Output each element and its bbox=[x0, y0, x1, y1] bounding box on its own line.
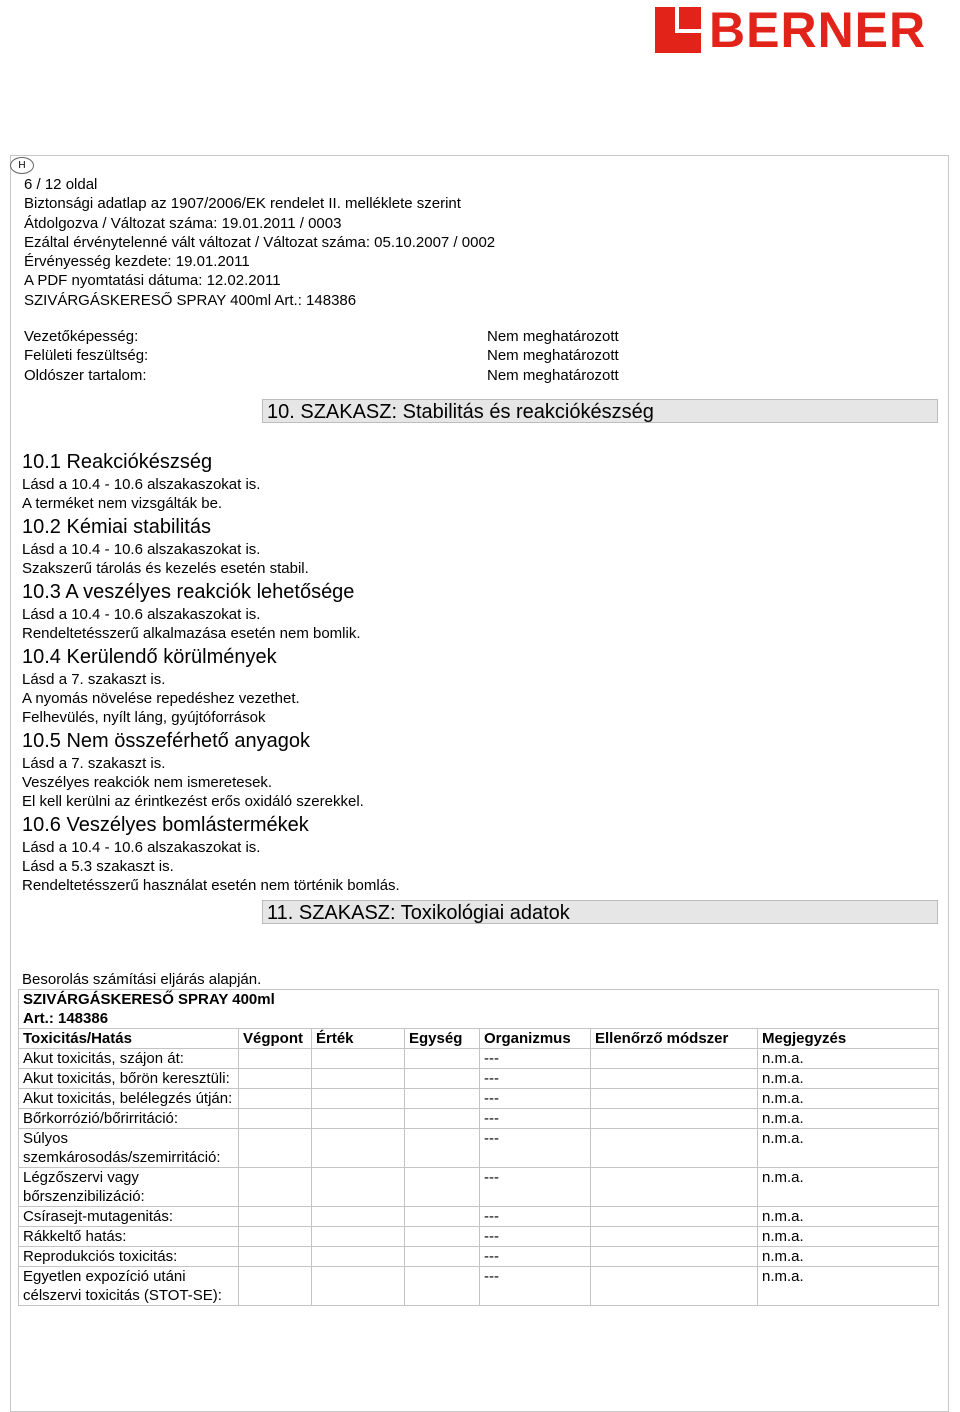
note-cell: n.m.a. bbox=[758, 1089, 939, 1109]
product-name: SZIVÁRGÁSKERESŐ SPRAY 400ml bbox=[23, 991, 275, 1008]
note-cell: n.m.a. bbox=[758, 1069, 939, 1089]
subsection-line: Rendeltetésszerű használat esetén nem történik bomlás. bbox=[22, 877, 400, 894]
effect-cell: Súlyos szemkárosodás/szemirritáció: bbox=[19, 1129, 239, 1168]
table-row bbox=[19, 1089, 939, 1109]
property-row bbox=[24, 327, 724, 346]
organism-cell: --- bbox=[480, 1049, 591, 1069]
subsection-10-2 bbox=[22, 515, 922, 578]
product-row bbox=[19, 990, 939, 1029]
column-header: Érték bbox=[312, 1029, 405, 1049]
property-label: Felületi feszültség: bbox=[24, 347, 149, 365]
note-cell: n.m.a. bbox=[758, 1227, 939, 1247]
column-header: Organizmus bbox=[480, 1029, 591, 1049]
subsection-line: A nyomás növelése repedéshez vezethet. bbox=[22, 690, 300, 707]
effect-cell: Bőrkorrózió/bőrirritáció: bbox=[19, 1109, 239, 1129]
subsection-title: 10.2 Kémiai stabilitás bbox=[22, 516, 211, 538]
organism-cell: --- bbox=[480, 1247, 591, 1267]
table-row bbox=[19, 1227, 939, 1247]
property-list bbox=[24, 327, 724, 385]
organism-cell: --- bbox=[480, 1227, 591, 1247]
subsection-line: Lásd a 7. szakaszt is. bbox=[22, 755, 166, 772]
note-cell: n.m.a. bbox=[758, 1247, 939, 1267]
table-row bbox=[19, 1168, 939, 1207]
column-header: Toxicitás/Hatás bbox=[19, 1029, 239, 1049]
effect-cell: Reprodukciós toxicitás: bbox=[19, 1247, 239, 1267]
subsection-title: 10.3 A veszélyes reakciók lehetősége bbox=[22, 581, 355, 603]
property-value: Nem meghatározott bbox=[487, 328, 619, 345]
subsection-title: 10.1 Reakciókészség bbox=[22, 451, 213, 473]
organism-cell: --- bbox=[480, 1089, 591, 1109]
note-cell: n.m.a. bbox=[758, 1109, 939, 1129]
subsection-line: A terméket nem vizsgálták be. bbox=[22, 495, 223, 512]
section-10-body bbox=[22, 448, 922, 895]
note-cell: n.m.a. bbox=[758, 1168, 939, 1207]
column-header: Végpont bbox=[239, 1029, 312, 1049]
subsection-10-1 bbox=[22, 450, 922, 513]
organism-cell: --- bbox=[480, 1207, 591, 1227]
property-value: Nem meghatározott bbox=[487, 347, 619, 365]
property-label: Vezetőképesség: bbox=[24, 328, 139, 345]
section-10-title: 10. SZAKASZ: Stabilitás és reakciókészség bbox=[262, 399, 938, 423]
subsection-line: Veszélyes reakciók nem ismeretesek. bbox=[22, 774, 273, 791]
effect-cell: Egyetlen expozíció utáni célszervi toxicitás (STOT-SE): bbox=[19, 1267, 239, 1306]
organism-cell: --- bbox=[480, 1129, 591, 1168]
brand-name: BERNER bbox=[709, 2, 927, 58]
column-header: Ellenőrző módszer bbox=[591, 1029, 758, 1049]
note-cell: n.m.a. bbox=[758, 1049, 939, 1069]
subsection-10-3 bbox=[22, 580, 922, 643]
property-label: Oldószer tartalom: bbox=[24, 366, 147, 384]
effect-cell: Akut toxicitás, szájon át: bbox=[19, 1049, 239, 1069]
toxicity-table bbox=[18, 989, 939, 1306]
print-date-line: A PDF nyomtatási dátuma: 12.02.2011 bbox=[24, 272, 281, 290]
berner-logo bbox=[655, 4, 926, 56]
subsection-10-6 bbox=[22, 813, 922, 895]
column-header: Egység bbox=[405, 1029, 480, 1049]
subsection-line: Lásd a 10.4 - 10.6 alszakaszokat is. bbox=[22, 839, 261, 856]
product-article: Art.: 148386 bbox=[23, 1010, 109, 1027]
subsection-title: 10.6 Veszélyes bomlástermékek bbox=[22, 814, 309, 836]
note-cell: n.m.a. bbox=[758, 1207, 939, 1227]
note-cell: n.m.a. bbox=[758, 1267, 939, 1306]
table-row bbox=[19, 1069, 939, 1089]
regulation-line: Biztonsági adatlap az 1907/2006/EK rendelet II. melléklete szerint bbox=[24, 195, 461, 213]
table-row bbox=[19, 1109, 939, 1129]
effect-cell: Rákkeltő hatás: bbox=[19, 1227, 239, 1247]
note-cell: n.m.a. bbox=[758, 1129, 939, 1168]
property-value: Nem meghatározott bbox=[487, 366, 619, 384]
effect-cell: Csírasejt-mutagenitás: bbox=[19, 1207, 239, 1227]
table-row bbox=[19, 1049, 939, 1069]
superseded-line: Ezáltal érvénytelenné vált változat / Változat száma: 05.10.2007 / 0002 bbox=[24, 233, 496, 251]
subsection-line: Lásd a 7. szakaszt is. bbox=[22, 671, 166, 688]
column-header: Megjegyzés bbox=[758, 1029, 939, 1049]
property-row bbox=[24, 346, 724, 365]
subsection-line: Lásd a 10.4 - 10.6 alszakaszokat is. bbox=[22, 541, 261, 558]
table-header-row bbox=[19, 1029, 939, 1049]
section-11-title: 11. SZAKASZ: Toxikológiai adatok bbox=[262, 900, 938, 924]
subsection-line: Szakszerű tárolás és kezelés esetén stabil. bbox=[22, 560, 309, 577]
table-row bbox=[19, 1129, 939, 1168]
organism-cell: --- bbox=[480, 1069, 591, 1089]
revision-line: Átdolgozva / Változat száma: 19.01.2011 / 0003 bbox=[24, 214, 342, 232]
subsection-title: 10.4 Kerülendő körülmények bbox=[22, 646, 277, 668]
classification-note: Besorolás számítási eljárás alapján. bbox=[22, 971, 262, 988]
subsection-line: Felhevülés, nyílt láng, gyújtóforrások bbox=[22, 709, 266, 726]
document-header bbox=[24, 175, 495, 310]
berner-logo-mark-icon bbox=[655, 7, 701, 53]
table-row bbox=[19, 1207, 939, 1227]
effect-cell: Akut toxicitás, belélegzés útján: bbox=[19, 1089, 239, 1109]
subsection-line: Rendeltetésszerű alkalmazása esetén nem bomlik. bbox=[22, 625, 361, 642]
property-row bbox=[24, 366, 724, 385]
subsection-10-4 bbox=[22, 645, 922, 727]
language-badge: H bbox=[10, 157, 34, 174]
subsection-line: Lásd a 5.3 szakaszt is. bbox=[22, 858, 174, 875]
subsection-line: El kell kerülni az érintkezést erős oxidáló szerekkel. bbox=[22, 793, 364, 810]
organism-cell: --- bbox=[480, 1267, 591, 1306]
product-line: SZIVÁRGÁSKERESŐ SPRAY 400ml Art.: 148386 bbox=[24, 291, 357, 309]
effect-cell: Légzőszervi vagy bőrszenzibilizáció: bbox=[19, 1168, 239, 1207]
table-row bbox=[19, 1267, 939, 1306]
effect-cell: Akut toxicitás, bőrön keresztüli: bbox=[19, 1069, 239, 1089]
subsection-title: 10.5 Nem összeférhető anyagok bbox=[22, 730, 310, 752]
subsection-10-5 bbox=[22, 729, 922, 811]
page-number: 6 / 12 oldal bbox=[24, 176, 98, 193]
table-row bbox=[19, 1247, 939, 1267]
organism-cell: --- bbox=[480, 1168, 591, 1207]
validity-line: Érvényesség kezdete: 19.01.2011 bbox=[24, 253, 250, 271]
organism-cell: --- bbox=[480, 1109, 591, 1129]
subsection-line: Lásd a 10.4 - 10.6 alszakaszokat is. bbox=[22, 606, 261, 623]
subsection-line: Lásd a 10.4 - 10.6 alszakaszokat is. bbox=[22, 476, 261, 493]
